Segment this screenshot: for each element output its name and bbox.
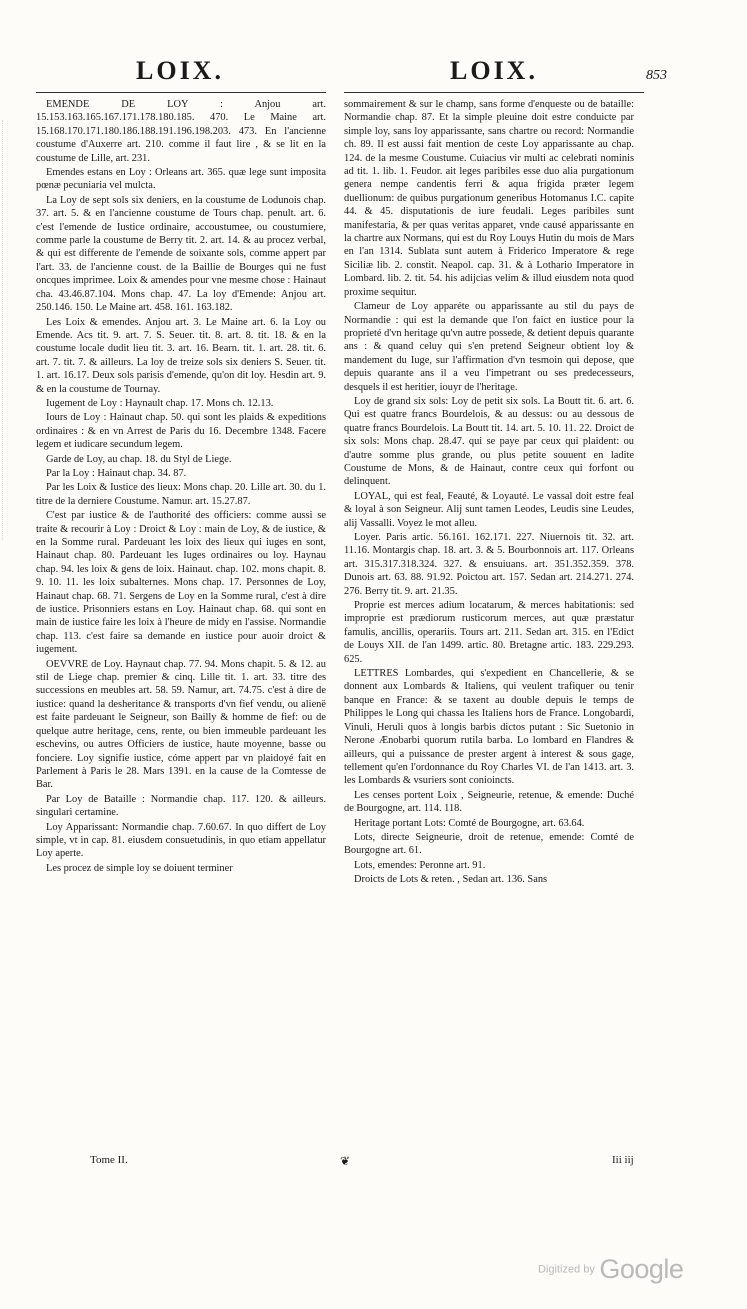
watermark-prefix: Digitized by xyxy=(538,1263,595,1276)
printer-ornament: ❦ xyxy=(340,1154,351,1168)
paragraph: La Loy de sept sols six deniers, en la coustume de Lodunois chap. 37. art. 5. & en l'ancienne coustume de Tours chap. penult. art. 6. c'est l'emende de Iustice ordinaire, accoustumee, ou coustumiere, comme parle la coustume de Berry tit. 2. art. 14. & au procez verbal, & qui est differente de l'emende de soixante sols, comme appert par l'art. 33. de l'ancienne coust. de la Baillie de Bourges qui ne fust oncques imprimee. Loix & amendes pour vne mesme chose : Hainaut cha. 43.46.87.104. Mons chap. 47. La loy d'Emende: Anjou art. 250.146. 150. Le Maine art. 458. 161. 163.182. xyxy=(36,194,326,314)
right-running-head: LOIX. xyxy=(450,56,538,85)
paragraph: Loyer. Paris artic. 56.161. 162.171. 227. Niuernois tit. 32. art. 11.16. Montargis chap. 18. art. 3. & 5. Bourbonnois art. 117. Orleans art. 315.317.318.324. 327. & ensuiuans. art. 351.352.359. 378. Dunois art. 63. 88. 91.92. Poictou art. 157. Sedan art. 214.271. 274. 276. Berry tit. 9. art. 21.35. xyxy=(344,532,634,597)
paragraph: Par la Loy : Hainaut chap. 34. 87. xyxy=(46,467,187,479)
paragraph: Droicts de Lots & reten. , Sedan art. 136. Sans xyxy=(354,874,548,886)
paragraph: Par Loy de Bataille : Normandie chap. 117. 120. & ailleurs. singulari certamine. xyxy=(36,793,326,819)
right-text-column xyxy=(344,98,634,888)
paragraph: Les Loix & emendes. Anjou art. 3. Le Maine art. 6. la Loy ou Emende. Acs tit. 9. art. 7. S. Seuer. tit. 8. art. 8. tit. 18. & en la coustume locale dudit lieu tit. 3. art. 16. Bearn. tit. 1. art. 28. tit. 6. art. 7. tit. 7. & ailleurs. La loy de treize sols six deniers S. Seuer. tit. 1. art. 16.17. Deux sols parisis d'emende, qu'on dit loy. Hesdin art. 9. & en la coustume de Tournay. xyxy=(36,316,326,395)
paragraph: Heritage portant Lots: Comté de Bourgogne, art. 63.64. xyxy=(354,817,585,829)
paragraph: sommairement & sur le champ, sans forme d'enqueste ou de bataille: Normandie chap. 87. Et la simple pleuine doit estre conduicte par simple loy, sans loy apparissante, sans chartre ou record: Normandie ch. 89. Il est aussi fait mention de ceste Loy apparissante au chap. 124. de la mesme Coustume. Cuiacius vir multi ac celebrati nominis ad tit. 1. lib. 1. Feudor. ait leges paribiles esse duo alia purgationum genera nempe candentis ferri & aqua frigida præter legem duellionum: de quibus purgationum generibus Hotomanus I.C. capite 44. & 45. disputationis de iure feudali. Leges paribiles sunt manifestaria, & per quas veritas apparet, vnde causé apparissante en la chartre aux Normans, qui est du Roy Louys Hutin du mois de Mars en l'an 1314. Sublata sunt autem à Friderico Imperatore & rege Siciliæ lib. 2. constit. Neapol. cap. 31. & à Lothario Imperatore in Lombard. lib. 2. tit. 54. his adijcias velim & illud eiusdem nota quod proxime sequitur. xyxy=(344,99,634,298)
paragraph: Lots, directe Seigneurie, droit de retenue, emende: Comté de Bourgogne art. 61. xyxy=(344,831,634,857)
paragraph: Emendes estans en Loy : Orleans art. 365. quæ lege sunt imposita pœnæ pecuniaria vel mulcta. xyxy=(36,167,326,192)
paragraph: Iours de Loy : Hainaut chap. 50. qui sont les plaids & expeditions ordinaires : & en vn Arrest de Paris du 16. Decembre 1348. Facere legem et iudicare secundum legem. xyxy=(36,412,326,451)
paragraph: Les procez de simple loy se doiuent terminer xyxy=(46,862,233,874)
right-head-rule xyxy=(344,92,644,93)
google-logo-text: Google xyxy=(599,1254,684,1284)
gutter-shadow xyxy=(2,120,15,540)
paragraph: Lots, emendes: Peronne art. 91. xyxy=(354,859,486,871)
left-text-column xyxy=(36,98,326,876)
paragraph: Loy Apparissant: Normandie chap. 7.60.67. In quo differt de Loy simple, vt in cap. 81. eiusdem consuetudinis, in quo etiam appellatur Loy aperte. xyxy=(36,821,326,860)
paragraph: LOYAL, qui est feal, Feauté, & Loyauté. Le vassal doit estre feal & loyal à son Seigneur. Alij sunt tamen Leodes, Leudis sine Leudes, alij Vassalli. Voyez le mot alleu. xyxy=(344,490,634,529)
paragraph: OEVVRE de Loy. Haynaut chap. 77. 94. Mons chapit. 5. & 12. au stil de Liege chap. premier & cinq. Lille tit. 1. art. 33. titre des successions en meubles art. 58. 59. Namur, art. 74.75. c'est à dire de iustice: quand la desheritance & transports d'vn fief vendu, ou alienë est faite pardeuant le Seigneur, son Bailly & homme de fief: ou de quelque autre heritage, cens, rente, ou bien immeuble pardeuant les eschevins, ou autres Officiers de iustice, haute moyenne, basse ou fonciere. Loy signifie iustice, cóme appert par vn plaidoyé fait en Parlement à Paris le 28. Mars 1391. en la cause de la Comtesse de Bar. xyxy=(36,658,326,791)
tome-label: Tome II. xyxy=(90,1154,128,1166)
page-number: 853 xyxy=(646,68,667,83)
paragraph: Garde de Loy, au chap. 18. du Styl de Liege. xyxy=(46,453,232,465)
paragraph: Clameur de Loy apparéte ou apparissante au stil du pays de Normandie : qui est la demande que l'on faict en iustice pour la proprieté d'vn heritage qu'vn autre possede, & detient depuis quarante ans : & quand celuy qui s'en pretend Seigneur obtient loy & mandement du Iuge, sur l'affirmation d'vn tesmoin qui depose, que depuis quarante ans il a veu l'impetrant ou ses predecesseurs, desquels il est heritier, iouyr de l'heritage. xyxy=(344,301,634,393)
paragraph: EMENDE DE LOY : Anjou art. 15.153.163.165.167.171.178.180.185. 470. Le Maine art. 15.168.170.171.180.186.188.191.196.198.203. 473. En l'ancienne coustume d'Auxerre art. 210. comme il faut lire , & se lit en la coustume de Lille, art. 231. xyxy=(36,99,326,164)
paragraph: Les censes portent Loix , Seigneurie, retenue, & emende: Duché de Bourgogne, art. 114. 118. xyxy=(344,789,634,815)
google-watermark xyxy=(538,1254,683,1285)
paragraph: Par les Loix & Iustice des lieux: Mons chap. 20. Lille art. 30. du 1. titre de la derniere Coustume. Namur. art. 15.27.87. xyxy=(36,482,326,507)
paragraph: Iugement de Loy : Haynault chap. 17. Mons ch. 12.13. xyxy=(46,397,274,409)
left-head-rule xyxy=(36,92,326,93)
paragraph: C'est par iustice & de l'authorité des officiers: comme aussi se traite & recourir à Loy : Droict & Loy : main de Loy, & de iustice, & en la Somme rural. Pardeuant les loix des lieux qui iuges en sont, Hainaut chap. 80. Pardeuant les Iuges ordinaires ou loy. Haynau chap. 94. les loix & gens de loix. Hainaut. chap. 102. mons chapit. 8. 9. 10. 11. les loix subalternes. Mons chap. 17. Personnes de Loy, Hainaut chap. 68. 71. Sergens de Loy en la Somme rural, c'est à dire de iustice. Prisonniers estans en Loy. Hainaut chap. 68. qui sont en main de iustice faire les loix à l'heure de midy en l'assise. Normandie chap. 113. c'est faire sa demande en iustice pour auoir droict & iugement. xyxy=(36,510,326,656)
signature-mark: Iii iij xyxy=(612,1154,634,1166)
paragraph: Proprie est merces adium locatarum, & merces habitationis: sed improprie est prædiorum rusticorum merces, aut quæ præstatur famulis, ancillis, operariis. Tours art. 211. Sedan art. 315. en l'Edict de Louys XII. de l'an 1499. artic. 80. Bretagne artic. 183. 229.293. 625. xyxy=(344,600,634,665)
paragraph: Loy de grand six sols: Loy de petit six sols. La Boutt tit. 6. art. 6. Qui est quatre francs Bourdelois, & au dessus: ou au dessous de quatre francs Bourdelois. La Boutt tit. 14. art. 5. 10. 11. 22. Droict de six sols: Mons chap. 28.47. qui se paye par ceux qui plaident: ou d'autre somme plus grande, ou plus petite souuent en ladite Coustume de Mons, & de Hainaut, contre ceux qui forfont ou delinquent. xyxy=(344,395,634,488)
paragraph: LETTRES Lombardes, qui s'expedient en Chancellerie, & se donnent aux Lombards & Italiens, qui veulent trafiquer ou tenir banque en France: & se taxent au double depuis le temps de Philippes le Long qui chassa les Italiens hors de France. Longobardi, Vinuli, Heruli quos à longis barbis dictos putant : Sic Suetonio in Nerone Ænobarbi quorum rutila barba. Lo lombard en Flandres & ailleurs, qui a puissance de prester argent à interest & sous gage, tellement qu'en l'ordonnance du Roy Charles VI. de l'an 1413. art. 3. les Lombards & vsuriers sont conioincts. xyxy=(344,668,634,787)
left-running-head: LOIX. xyxy=(136,56,224,85)
